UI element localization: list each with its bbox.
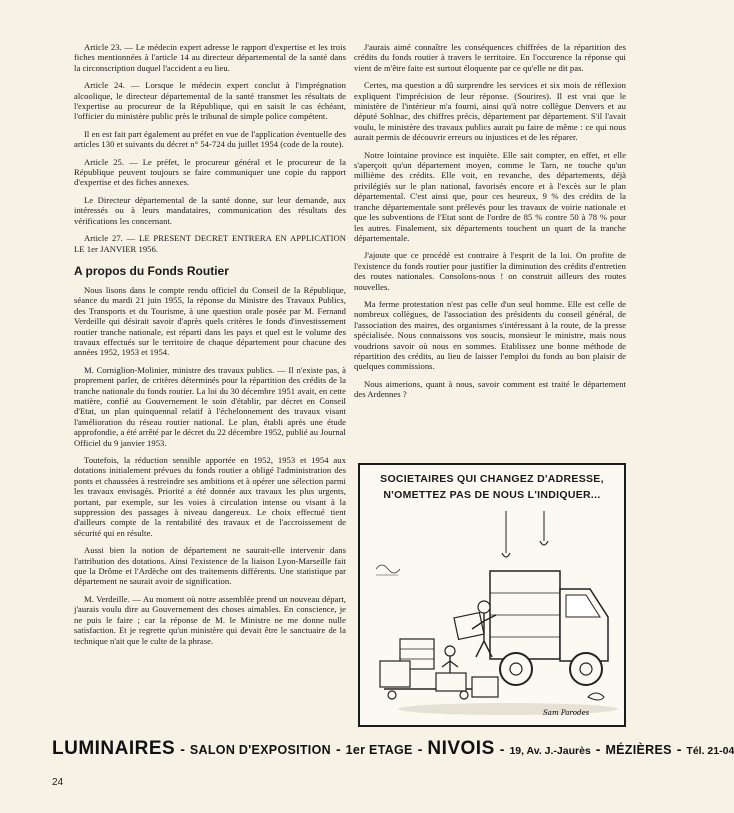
fonds-paragraph-4: Aussi bien la notion de département ne saurait-elle intervenir dans l'attribution des dotations. Ainsi l'existence de la liaison Lyon-Marseille fait que la Drôme et l'Ardèche ont des traitements différents. Une statistique par département ne saurait avoir de signification. [74, 545, 346, 587]
section-heading: A propos du Fonds Routier [74, 263, 229, 278]
banner-separator: - [595, 741, 601, 757]
page-number: 24 [52, 777, 64, 788]
banner-separator: - [335, 741, 341, 757]
article-25: Article 25. — Le préfet, le procureur général et le procureur de la République peuvent toujours se faire communiquer une copie du rapport d'expertise et des fiches annexes. [74, 156, 346, 188]
article-23: Article 23. — Le médecin expert adresse le rapport d'expertise et les trois fiches mentionnées à l'article 14 au directeur départemental de la santé dans la circonscription duquel l'accident a eu lieu. [74, 42, 346, 73]
advert-line-2: N'OMETTEZ PAS DE NOUS L'INDIQUER... [383, 489, 601, 501]
banner-luminaires: LUMINAIRES [52, 738, 176, 759]
fonds-paragraph-3: Toutefois, la réduction sensible apportée en 1952, 1953 et 1954 aux dotations initialement prévues du fonds routier a obligé l'administration des ponts et chaussées à restreindre ses ambitions et à opérer une sélection parmi les travaux envisagés. Priorité a été donnée aux travaux les plus urgents, portant, par exemple, sur les voies à circulation intense ou visant à la suppression des passages à niveau dangereux. Le choix effectué tient d'ailleurs compte de la rentabilité des travaux et de l'accroissement de sécurité qui en résulte. [74, 455, 346, 538]
fonds-paragraph-5: M. Verdeille. — Au moment où notre assemblée prend un nouveau départ, j'aurais voulu dire au Gouvernement des choses aimables. En conscience, je ne puis le faire ; car la réponse de M. le Ministre ne me donne nulle satisfaction. Et je regrette qu'un ministère qui devait être le sanctuaire de la technique n'ait que le culte de la phrase. [74, 593, 346, 646]
right-paragraph-4: J'ajoute que ce procédé est contraire à l'esprit de la loi. On profite de l'existence du fonds routier pour justifier la diminution des crédits d'entretien des routes nationales. Consolons-nous ! on construit ailleurs des routes nouvelles. [354, 250, 626, 292]
banner-separator: - [417, 741, 423, 757]
right-paragraph-2: Certes, ma question a dû surprendre les services et six mois de réflexion expliquent l'imprécision de leur réponse. (Sourires). Il est vrai que le ministère de l'intérieur m'a fourni, ainsi qu'à notre collègue Denvers et au député Sohlnac, des chiffres précis, département par département. S'il l'avait voulu, le ministère des travaux publics aurait pu faire de même : ce qui nous aurait permis de découvrir erreurs ou injustices et de les réparer. [354, 80, 626, 143]
prefect-paragraph: Il en est fait part également au préfet en vue de l'application éventuelle des articles 130 et suivants du décret n° 54-724 du juillet 1954 (code de la route). [74, 128, 346, 150]
banner-address: 19, Av. J.-Jaurès [509, 745, 591, 757]
advert-line-1: SOCIETAIRES QUI CHANGEZ D'ADRESSE, [380, 473, 604, 485]
left-column [74, 42, 346, 653]
banner-nivois: NIVOIS [427, 738, 495, 759]
banner-separator: - [499, 741, 505, 757]
article-24: Article 24. — Lorsque le médecin expert conclut à l'imprégnation alcoolique, le directeur départemental de la santé transmet les résultats de l'expertise au procureur de la République, qui en saisit le cas échéant, l'officier du ministère public près le tribunal de simple police compétent. [74, 80, 346, 122]
fonds-paragraph-2: M. Corniglion-Molinier, ministre des travaux publics. — Il n'existe pas, à proprement parler, de critères déterminés pour la répartition des crédits de la tranche nationale du fonds routier. La loi du 30 décembre 1951 avait, en cette matière, confié au Gouvernement le soin d'établir, par décret en Conseil d'Etat, un plan quinquennal relatif à l'échelonnement des travaux visant l'amélioration du réseau routier national. Le plan, établi après une étude approfondie, a été arrêté par le décret du 22 décembre 1952, publié au Journal Officiel du 9 janvier 1953. [74, 364, 346, 448]
advert-banner [52, 738, 734, 760]
banner-separator: - [676, 741, 682, 757]
banner-salon: SALON D'EXPOSITION [189, 743, 331, 757]
artist-signature: Sam Parodes [543, 709, 590, 717]
banner-separator: - [180, 741, 185, 757]
fonds-paragraph-1: Nous lisons dans le compte rendu officiel du Conseil de la République, séance du mardi 21 juin 1955, la réponse du Ministre des Travaux Publics, des Transports et du Tourisme, à une question orale posée par M. Fernand Verdeille qui désirait savoir d'après quels critères le fonds d'investissement routier tranche nationale, est réparti dans les pays et quel est le volume des travaux effectués sur le territoire de chaque département pour chacune des années 1952, 1953 et 1954. [74, 284, 346, 358]
banner-etage: 1er ETAGE [345, 743, 413, 757]
right-paragraph-5: Ma ferme protestation n'est pas celle d'un seul homme. Elle est celle de nombreux collègues, de l'association des présidents du conseil général, de l'association des maires, des organismes s'intéressant à la route, de la presse spécialisée. Nous connaissons vos soucis, monsieur le ministre, mais nous voudrions savoir où nous en sommes. Etablissez une bonne méthode de répartition des crédits, au lieu de laisser l'emploi du fonds au bon plaisir de quelques commissions. [354, 298, 626, 372]
article-27: Article 27. — LE PRESENT DECRET ENTRERA EN APPLICATION LE 1er JANVIER 1956. [74, 233, 346, 254]
banner-city: MÉZIÈRES [605, 743, 672, 757]
right-paragraph-1: J'aurais aimé connaître les conséquences chiffrées de la répartition des crédits du fonds routier à travers le territoire. En l'occurence la réponse qui vient de m'être faite est surtout éloquente par ce qu'elle ne dit pas. [354, 42, 626, 73]
right-column [354, 42, 626, 407]
moving-truck-illustration [368, 511, 616, 719]
right-paragraph-3: Notre lointaine province est inquiète. Elle sait compter, en effet, et elle s'aperçoit qu'un département moyen, comme le Tarn, ne touche qu'un millième des crédits. Elle voit, en revanche, des départements, déjà privilégiés sur le plan national, favorisés encore et à l'excès sur le plan départemental. C'est ainsi que, pour ces heureux, 9 % des crédits de la tranche départementale sont prélevés pour les travaux de voirie nationale et que les subventions de l'Etat sont de l'ordre de 85 % contre 50 à 78 % pour les autres. Finalement, six départements touchent un quart de la tranche départementale. [354, 149, 626, 243]
right-paragraph-6: Nous aimerions, quant à nous, savoir comment est traité le département des Ardennes ? [354, 378, 626, 400]
advert-box [358, 463, 626, 727]
director-paragraph: Le Directeur départemental de la santé donne, sur leur demande, aux intéressés ou à leurs mandataires, communication des résultats des vérifications les concernant. [74, 194, 346, 226]
banner-phone: Tél. 21-04 [686, 745, 734, 757]
